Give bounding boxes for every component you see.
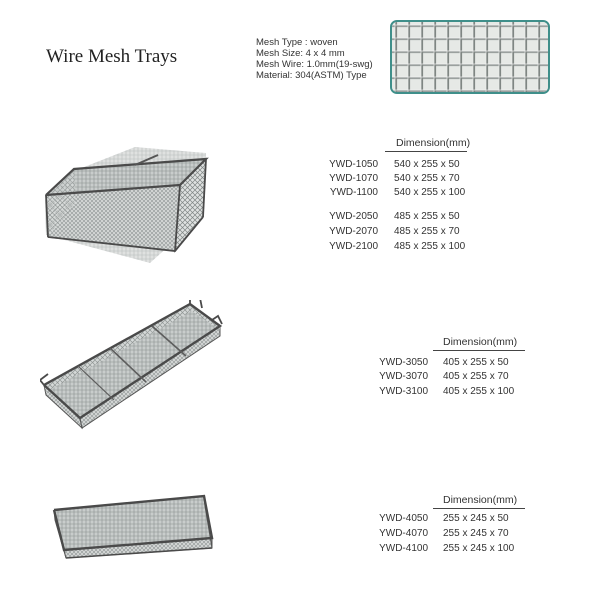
dimension-header: Dimension(mm): [443, 494, 518, 506]
product-dimension: 485 x 255 x 50: [394, 211, 460, 222]
product-dimension: 485 x 255 x 100: [394, 241, 466, 252]
product-code: YWD-4050: [379, 513, 428, 524]
dimension-header: Dimension(mm): [443, 336, 518, 348]
dimension-header: Dimension(mm): [396, 137, 471, 149]
spec-list: [256, 37, 373, 81]
tray-image-1: [40, 145, 215, 270]
product-dimension: 485 x 255 x 70: [394, 226, 460, 237]
product-dimension: 255 x 245 x 50: [443, 513, 509, 524]
product-dimension: 540 x 255 x 50: [394, 159, 460, 170]
page-title: Wire Mesh Trays: [46, 46, 178, 67]
product-dimension: 540 x 255 x 70: [394, 173, 460, 184]
product-code: YWD-3100: [379, 386, 428, 397]
spec-mesh-type: Mesh Type : woven: [256, 37, 338, 48]
product-code: YWD-3050: [379, 357, 428, 368]
product-code: YWD-1050: [329, 159, 378, 170]
product-code: YWD-1100: [329, 187, 378, 198]
product-dimension: 540 x 255 x 100: [394, 187, 466, 198]
spec-mesh-wire: Mesh Wire: 1.0mm(19-swg): [256, 59, 373, 70]
product-code: YWD-4100: [379, 543, 428, 554]
header-underline: [385, 151, 467, 152]
product-code: YWD-2070: [329, 226, 378, 237]
product-code: YWD-4070: [379, 528, 428, 539]
tray-image-2: [40, 300, 225, 430]
spec-mesh-size: Mesh Size: 4 x 4 mm: [256, 48, 345, 59]
product-dimension: 405 x 255 x 70: [443, 371, 509, 382]
product-code: YWD-2050: [329, 211, 378, 222]
product-dimension: 405 x 255 x 100: [443, 386, 515, 397]
product-dimension: 405 x 255 x 50: [443, 357, 509, 368]
product-code: YWD-2100: [329, 241, 378, 252]
header-underline: [433, 350, 525, 351]
product-dimension: 255 x 245 x 100: [443, 543, 515, 554]
mesh-closeup-image: [390, 20, 550, 94]
product-dimension: 255 x 245 x 70: [443, 528, 509, 539]
tray-image-3: [52, 490, 217, 570]
product-code: YWD-3070: [379, 371, 428, 382]
spec-material: Material: 304(ASTM) Type: [256, 70, 367, 81]
header-underline: [433, 508, 525, 509]
product-code: YWD-1070: [329, 173, 378, 184]
